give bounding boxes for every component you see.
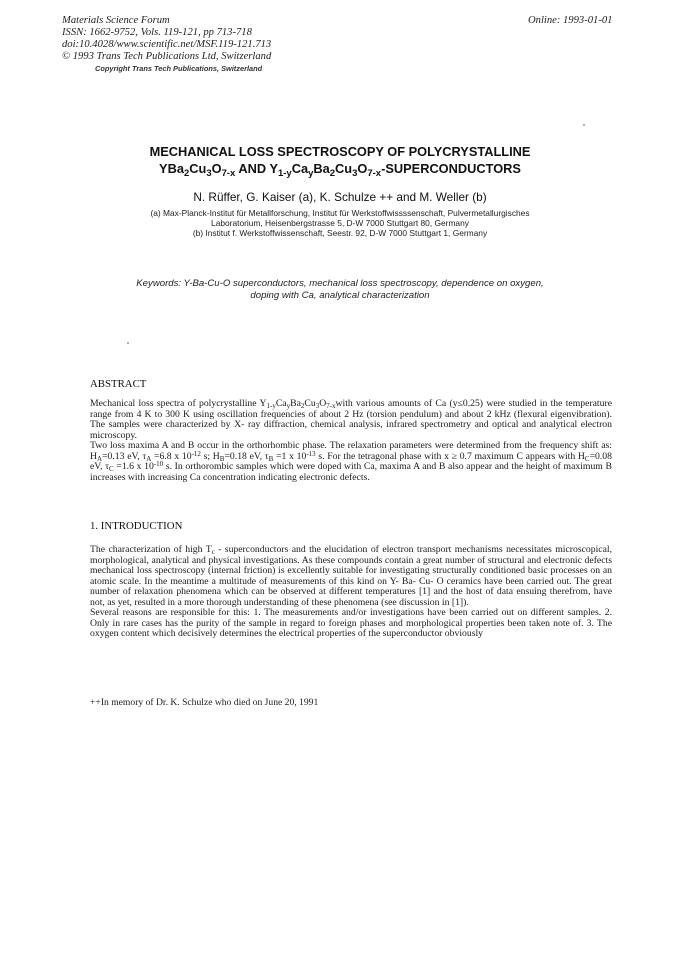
speck-mark <box>583 124 585 126</box>
speck-mark <box>127 342 129 344</box>
keywords-line1: Keywords: Y-Ba-Cu-O superconductors, mechanical loss spectroscopy, dependence on oxygen, <box>136 278 544 289</box>
journal-name: Materials Science Forum <box>62 15 170 26</box>
affiliation-a-line1: (a) Max-Planck-Institut für Metallforschung, Institut für Werkstoffwissssenschaft, Pulvermetallurgisches <box>150 208 530 218</box>
abstract-paragraph: Two loss maxima A and B occur in the orthorhombic phase. The relaxation parameters were determined from the frequency shift as: $H_A=0.13$ eV, $\tau_A =6.8$ x $10^{-12}$ s; $H_B=0.18$ eV, $\tau_B =1$ x $10^{-13}$ s. For the tetragonal phase with x ≥ 0.7 maximum C appears with $H_C=0.08$ eV, $\tau_C =1.6$ x $10^{-10}$ s. In orthorombic samples which were doped with Ca, maxima A and B also appear and the height of maximum B increases with increasing Ca concentration indicating electronic defects. <box>90 440 612 483</box>
abstract-heading: ABSTRACT <box>90 378 147 390</box>
introduction-paragraph: Several reasons are responsible for this: 1. The measurements and/or investigations have been carried out on different samples. 2. Only in rare cases has the purity of the sample in regard to foreign phases and morphological properties been taken note of. 3. The oxygen content which decisively determines the electrical properties of the superconductor obviously <box>90 607 612 640</box>
publisher-line: © 1993 Trans Tech Publications Ltd, Switzerland <box>62 51 272 62</box>
abstract-paragraph: Mechanical loss spectra of polycrystalline $Y_{1-y}Ca_yBa_2Cu_3O_{7-x}with$ various amounts of Ca (y≤0.25) were studied in the temperature range from 4 K to 300 K using oscillation frequencies of about 2 Hz (torsion pendulum) and about 2 kHz (flexural eigenvibration). The samples were characterized by X- ray diffraction, chemical analysis, infrared spectrometry and optical and analytical electron microscopy. <box>90 398 612 441</box>
affiliation-a-line2: Laboratorium, Heisenbergstrasse 5, D-W 7000 Stuttgart 80, Germany <box>211 218 469 228</box>
doi-link[interactable]: doi:10.4028/www.scientific.net/MSF.119-121.713 <box>62 39 272 50</box>
copyright-notice: Copyright Trans Tech Publications, Switzerland <box>95 64 263 73</box>
paper-title-line1: MECHANICAL LOSS SPECTROSCOPY OF POLYCRYSTALLINE <box>149 144 531 159</box>
author-list: N. Rüffer, G. Kaiser (a), K. Schulze ++ and M. Weller (b) <box>193 190 487 204</box>
keywords-line2: doping with Ca, analytical characterization <box>250 290 430 301</box>
issn-line: ISSN: 1662-9752, Vols. 119-121, pp 713-718 <box>62 27 252 38</box>
footnote: ++In memory of Dr. K. Schulze who died on June 20, 1991 <box>90 697 319 708</box>
online-date: Online: 1993-01-01 <box>528 15 613 26</box>
affiliation-b: (b) Institut f. Werkstoffwissenschaft, Seestr. 92, D-W 7000 Stuttgart 1, Germany <box>192 228 488 238</box>
introduction-heading: 1. INTRODUCTION <box>90 520 183 532</box>
introduction-body <box>90 545 612 640</box>
abstract-body <box>90 399 612 483</box>
introduction-paragraph: The characterization of high $T_c$ - superconductors and the elucidation of electron transport mechanisms necessitates microscopical, morphological, analytical and physical investigations. As these compounds contain a great number of structural and electronic defects mechanical loss spectroscopy (internal friction) is excellently suitable for investigating structurally conditioned basic processes on an atomic scale. In the meantime a multitude of measurements of this kind on Y- Ba- Cu- O ceramics have been carried out. The great number of relaxation phenomena which can be observed at different temperatures [1] and the host of data ensuing therefrom, have not, as yet, resulted in a more thorough understanding of these phenomena (see discussion in [1]). <box>90 544 612 608</box>
paper-title-line2: $YBa_2Cu_3O_{7-x}$ AND $Y_{1-y}Ca_yBa_2Cu_3O_{7-x}$-SUPERCONDUCTORS <box>159 161 521 179</box>
